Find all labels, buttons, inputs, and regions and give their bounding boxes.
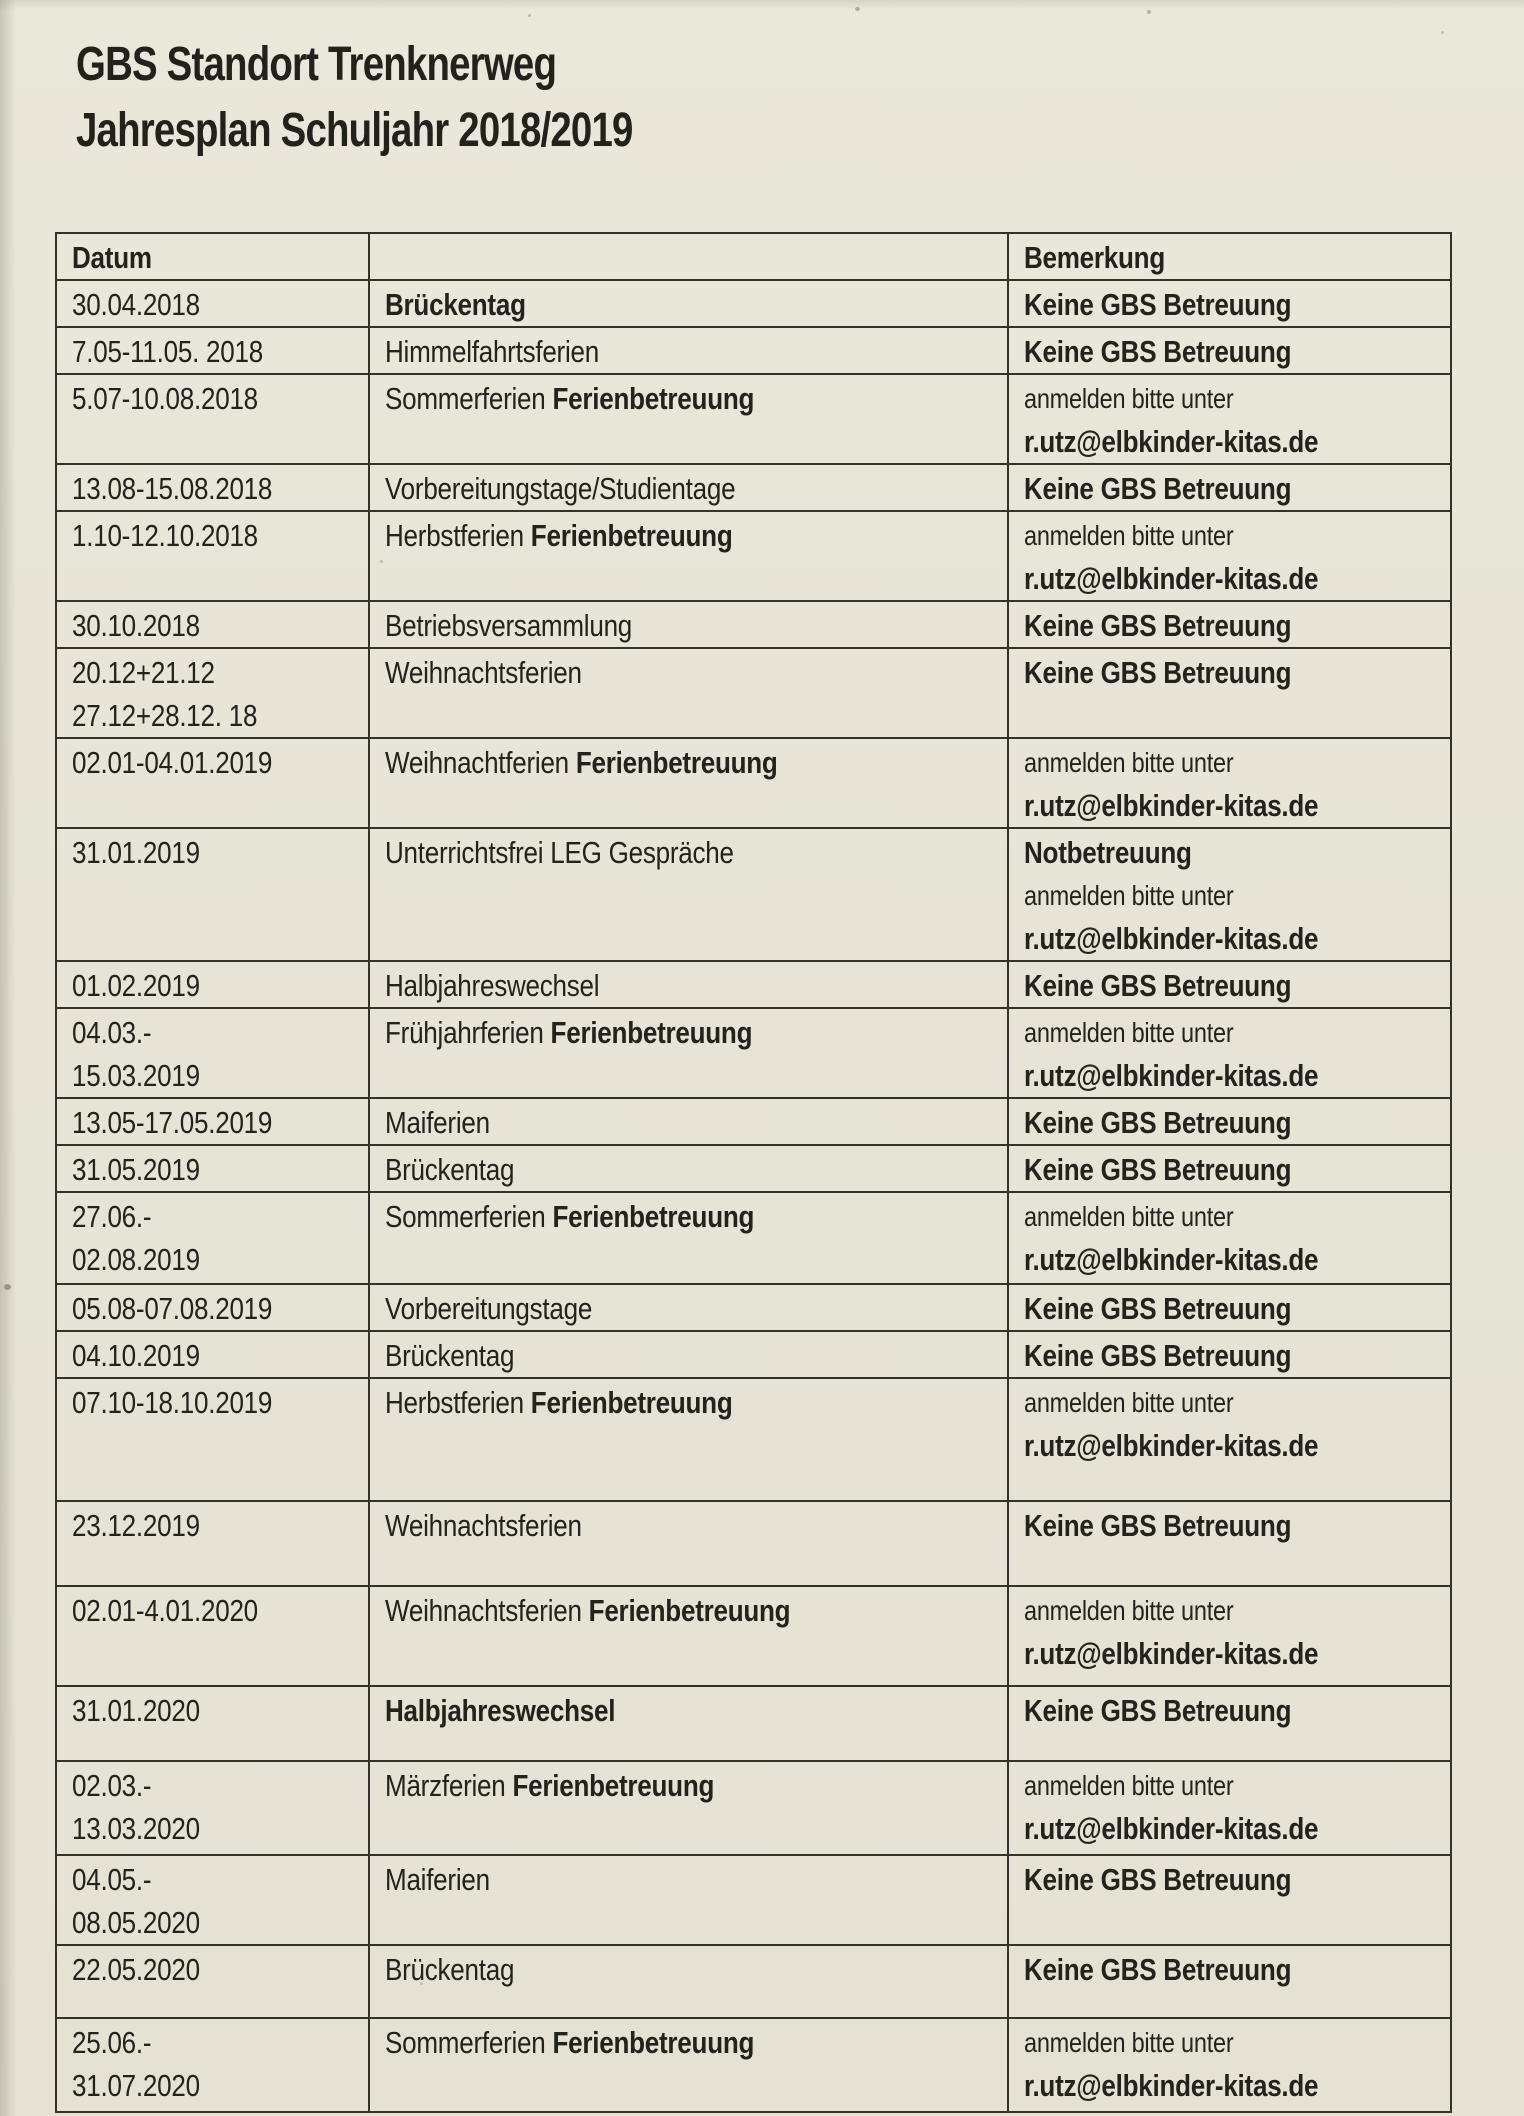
date-line: 30.10.2018 — [72, 608, 200, 643]
yearplan-table — [55, 232, 1452, 2113]
event-cell — [369, 601, 1008, 648]
note-cell — [1008, 1855, 1451, 1945]
note-line: Keine GBS Betreuung — [1024, 334, 1292, 369]
note-line: Keine GBS Betreuung — [1024, 1508, 1292, 1543]
table-row — [56, 2018, 1451, 2112]
scan-speck — [855, 7, 860, 11]
event-cell — [369, 511, 1008, 601]
note-cell — [1008, 738, 1451, 828]
event-text: Sommerferien — [385, 2025, 546, 2060]
event-text: Brückentag — [385, 1338, 515, 1373]
note-line: anmelden bitte unter — [1024, 1770, 1234, 1801]
date-line: 02.01-4.01.2020 — [72, 1593, 258, 1628]
note-line: Keine GBS Betreuung — [1024, 471, 1292, 506]
note-cell — [1008, 511, 1451, 601]
date-line: 05.08-07.08.2019 — [72, 1291, 273, 1326]
event-text: Halbjahreswechsel — [385, 968, 600, 1003]
event-text: Frühjahrferien — [385, 1015, 544, 1050]
event-cell — [369, 464, 1008, 511]
event-text: Unterrichtsfrei LEG Gespräche — [385, 835, 734, 870]
date-cell — [56, 374, 369, 464]
note-cell — [1008, 601, 1451, 648]
date-cell — [56, 1284, 369, 1331]
date-cell — [56, 648, 369, 738]
note-cell — [1008, 1761, 1451, 1855]
table-row — [56, 1145, 1451, 1192]
event-cell — [369, 828, 1008, 961]
note-line: Keine GBS Betreuung — [1024, 1152, 1292, 1187]
event-bold-text: Ferienbetreuung — [523, 1385, 733, 1420]
event-bold-text: Ferienbetreuung — [545, 2025, 755, 2060]
event-cell — [369, 1145, 1008, 1192]
event-cell — [369, 1945, 1008, 2018]
date-cell — [56, 1192, 369, 1284]
date-cell — [56, 1761, 369, 1855]
note-cell — [1008, 961, 1451, 1008]
table-row — [56, 327, 1451, 374]
table-row — [56, 1945, 1451, 2018]
event-text: Weihnachtsferien — [385, 655, 582, 690]
date-cell — [56, 738, 369, 828]
note-cell — [1008, 1945, 1451, 2018]
table-row — [56, 1761, 1451, 1855]
note-line: anmelden bitte unter — [1024, 383, 1234, 414]
date-line: 04.10.2019 — [72, 1338, 200, 1373]
note-cell — [1008, 1378, 1451, 1501]
event-text: Brückentag — [385, 1952, 515, 1987]
note-cell — [1008, 1098, 1451, 1145]
table-row — [56, 738, 1451, 828]
scan-pen-mark — [4, 1284, 11, 1290]
date-cell — [56, 1098, 369, 1145]
note-line: anmelden bitte unter — [1024, 1387, 1234, 1418]
note-cell — [1008, 1145, 1451, 1192]
table-row — [56, 1686, 1451, 1761]
note-line: Keine GBS Betreuung — [1024, 1693, 1292, 1728]
note-cell — [1008, 828, 1451, 961]
note-cell — [1008, 464, 1451, 511]
event-cell — [369, 2018, 1008, 2112]
date-line: 31.01.2020 — [72, 1693, 200, 1728]
date-line: 30.04.2018 — [72, 287, 200, 322]
event-text: Betriebsversammlung — [385, 608, 633, 643]
table-row — [56, 1098, 1451, 1145]
note-cell — [1008, 1686, 1451, 1761]
event-text: Sommerferien — [385, 381, 546, 416]
event-text: Maiferien — [385, 1105, 490, 1140]
date-line: 25.06.- — [72, 2025, 152, 2060]
table-row — [56, 374, 1451, 464]
note-cell — [1008, 1586, 1451, 1686]
event-bold-text: Ferienbetreuung — [581, 1593, 791, 1628]
table-body — [56, 280, 1451, 2112]
date-line: 23.12.2019 — [72, 1508, 200, 1543]
table-row — [56, 601, 1451, 648]
table-row — [56, 1378, 1451, 1501]
scan-speck — [1441, 31, 1444, 34]
date-line: 31.05.2019 — [72, 1152, 200, 1187]
date-line: 13.05-17.05.2019 — [72, 1105, 273, 1140]
event-text: Weihnachtferien — [385, 745, 569, 780]
note-line: anmelden bitte unter — [1024, 1595, 1234, 1626]
table-row — [56, 280, 1451, 327]
date-cell — [56, 327, 369, 374]
note-line: Keine GBS Betreuung — [1024, 1862, 1292, 1897]
note-cell — [1008, 327, 1451, 374]
event-cell — [369, 327, 1008, 374]
event-bold-text: Ferienbetreuung — [545, 1199, 755, 1234]
event-cell — [369, 1501, 1008, 1586]
note-line: Keine GBS Betreuung — [1024, 655, 1292, 690]
note-line: Keine GBS Betreuung — [1024, 968, 1292, 1003]
note-line: Keine GBS Betreuung — [1024, 608, 1292, 643]
note-line: r.utz@elbkinder-kitas.de — [1024, 788, 1319, 823]
note-line: r.utz@elbkinder-kitas.de — [1024, 2068, 1319, 2103]
event-bold-text: Brückentag — [385, 287, 526, 322]
column-header-bemerkung: Bemerkung — [1008, 233, 1451, 280]
scan-top-shadow — [0, 0, 1524, 10]
note-line: Keine GBS Betreuung — [1024, 287, 1292, 322]
date-cell — [56, 464, 369, 511]
date-cell — [56, 1501, 369, 1586]
event-cell — [369, 1761, 1008, 1855]
note-line: anmelden bitte unter — [1024, 2027, 1234, 2058]
note-cell — [1008, 374, 1451, 464]
date-cell — [56, 1855, 369, 1945]
date-line: 22.05.2020 — [72, 1952, 200, 1987]
date-cell — [56, 1378, 369, 1501]
note-line: Notbetreuung — [1024, 835, 1192, 870]
note-cell — [1008, 1284, 1451, 1331]
date-cell — [56, 828, 369, 961]
event-text: Sommerferien — [385, 1199, 546, 1234]
event-cell — [369, 1378, 1008, 1501]
table-row — [56, 1284, 1451, 1331]
document-title-line2: Jahresplan Schuljahr 2018/2019 — [76, 104, 633, 157]
column-header-event — [369, 233, 1008, 280]
event-cell — [369, 1284, 1008, 1331]
date-line: 02.01-04.01.2019 — [72, 745, 273, 780]
event-text: Vorbereitungstage/Studientage — [385, 471, 736, 506]
note-line: Keine GBS Betreuung — [1024, 1291, 1292, 1326]
scan-edge-shadow — [0, 0, 16, 2116]
note-line: anmelden bitte unter — [1024, 520, 1234, 551]
note-line: anmelden bitte unter — [1024, 747, 1234, 778]
date-line: 1.10-12.10.2018 — [72, 518, 258, 553]
event-bold-text: Ferienbetreuung — [568, 745, 778, 780]
event-cell — [369, 374, 1008, 464]
date-cell — [56, 511, 369, 601]
event-text: Weihnachtsferien — [385, 1508, 582, 1543]
event-text: Vorbereitungstage — [385, 1291, 593, 1326]
scan-speck — [528, 14, 531, 17]
event-bold-text: Ferienbetreuung — [545, 381, 755, 416]
date-cell — [56, 1008, 369, 1098]
note-line: r.utz@elbkinder-kitas.de — [1024, 1636, 1319, 1671]
note-line: r.utz@elbkinder-kitas.de — [1024, 1428, 1319, 1463]
note-cell — [1008, 280, 1451, 327]
note-cell — [1008, 648, 1451, 738]
event-cell — [369, 1192, 1008, 1284]
event-cell — [369, 1008, 1008, 1098]
table-row — [56, 1008, 1451, 1098]
event-bold-text: Halbjahreswechsel — [385, 1693, 616, 1728]
date-line: 04.05.- — [72, 1862, 152, 1897]
document-title-line1: GBS Standort Trenknerweg — [76, 38, 557, 91]
note-cell — [1008, 1501, 1451, 1586]
date-line: 02.08.2019 — [72, 1242, 200, 1277]
event-cell — [369, 1686, 1008, 1761]
table-row — [56, 1586, 1451, 1686]
note-cell — [1008, 1192, 1451, 1284]
event-text: Brückentag — [385, 1152, 515, 1187]
note-line: r.utz@elbkinder-kitas.de — [1024, 424, 1319, 459]
date-line: 08.05.2020 — [72, 1905, 200, 1940]
event-text: Himmelfahrtsferien — [385, 334, 599, 369]
table-row — [56, 1192, 1451, 1284]
event-cell — [369, 1855, 1008, 1945]
table-row — [56, 828, 1451, 961]
note-line: r.utz@elbkinder-kitas.de — [1024, 1811, 1319, 1846]
column-header-datum: Datum — [56, 233, 369, 280]
date-line: 7.05-11.05. 2018 — [72, 334, 263, 369]
date-cell — [56, 1945, 369, 2018]
event-cell — [369, 280, 1008, 327]
date-line: 04.03.- — [72, 1015, 152, 1050]
date-line: 13.08-15.08.2018 — [72, 471, 273, 506]
event-text: Maiferien — [385, 1862, 490, 1897]
date-line: 20.12+21.12 — [72, 655, 215, 690]
date-line: 27.06.- — [72, 1199, 152, 1234]
note-line: anmelden bitte unter — [1024, 880, 1234, 911]
date-line: 02.03.- — [72, 1768, 152, 1803]
event-cell — [369, 648, 1008, 738]
date-line: 27.12+28.12. 18 — [72, 698, 258, 733]
event-bold-text: Ferienbetreuung — [505, 1768, 715, 1803]
date-line: 15.03.2019 — [72, 1058, 200, 1093]
note-line: Keine GBS Betreuung — [1024, 1338, 1292, 1373]
event-text: Märzferien — [385, 1768, 506, 1803]
date-line: 31.01.2019 — [72, 835, 200, 870]
date-cell — [56, 1145, 369, 1192]
date-cell — [56, 1331, 369, 1378]
table-row — [56, 1331, 1451, 1378]
table-row — [56, 511, 1451, 601]
event-bold-text: Ferienbetreuung — [543, 1015, 753, 1050]
date-cell — [56, 961, 369, 1008]
note-line: Keine GBS Betreuung — [1024, 1952, 1292, 1987]
date-line: 31.07.2020 — [72, 2068, 200, 2103]
event-cell — [369, 1098, 1008, 1145]
event-text: Herbstferien — [385, 518, 524, 553]
note-line: anmelden bitte unter — [1024, 1201, 1234, 1232]
note-line: r.utz@elbkinder-kitas.de — [1024, 1058, 1319, 1093]
note-cell — [1008, 2018, 1451, 2112]
table-row — [56, 1855, 1451, 1945]
table-header-row — [56, 233, 1451, 280]
table-row — [56, 648, 1451, 738]
scan-speck — [1147, 10, 1151, 14]
date-line: 07.10-18.10.2019 — [72, 1385, 273, 1420]
note-cell — [1008, 1331, 1451, 1378]
date-cell — [56, 280, 369, 327]
document-header — [76, 32, 772, 164]
event-cell — [369, 961, 1008, 1008]
note-line: r.utz@elbkinder-kitas.de — [1024, 561, 1319, 596]
date-cell — [56, 1586, 369, 1686]
event-text: Herbstferien — [385, 1385, 524, 1420]
event-cell — [369, 1331, 1008, 1378]
date-line: 5.07-10.08.2018 — [72, 381, 258, 416]
note-line: r.utz@elbkinder-kitas.de — [1024, 1242, 1319, 1277]
table-row — [56, 961, 1451, 1008]
date-cell — [56, 601, 369, 648]
event-bold-text: Ferienbetreuung — [523, 518, 733, 553]
note-line: r.utz@elbkinder-kitas.de — [1024, 921, 1319, 956]
event-cell — [369, 738, 1008, 828]
note-line: Keine GBS Betreuung — [1024, 1105, 1292, 1140]
date-cell — [56, 2018, 369, 2112]
event-cell — [369, 1586, 1008, 1686]
date-line: 13.03.2020 — [72, 1811, 200, 1846]
note-cell — [1008, 1008, 1451, 1098]
note-line: anmelden bitte unter — [1024, 1017, 1234, 1048]
date-line: 01.02.2019 — [72, 968, 200, 1003]
event-text: Weihnachtsferien — [385, 1593, 582, 1628]
table-row — [56, 464, 1451, 511]
date-cell — [56, 1686, 369, 1761]
table-row — [56, 1501, 1451, 1586]
